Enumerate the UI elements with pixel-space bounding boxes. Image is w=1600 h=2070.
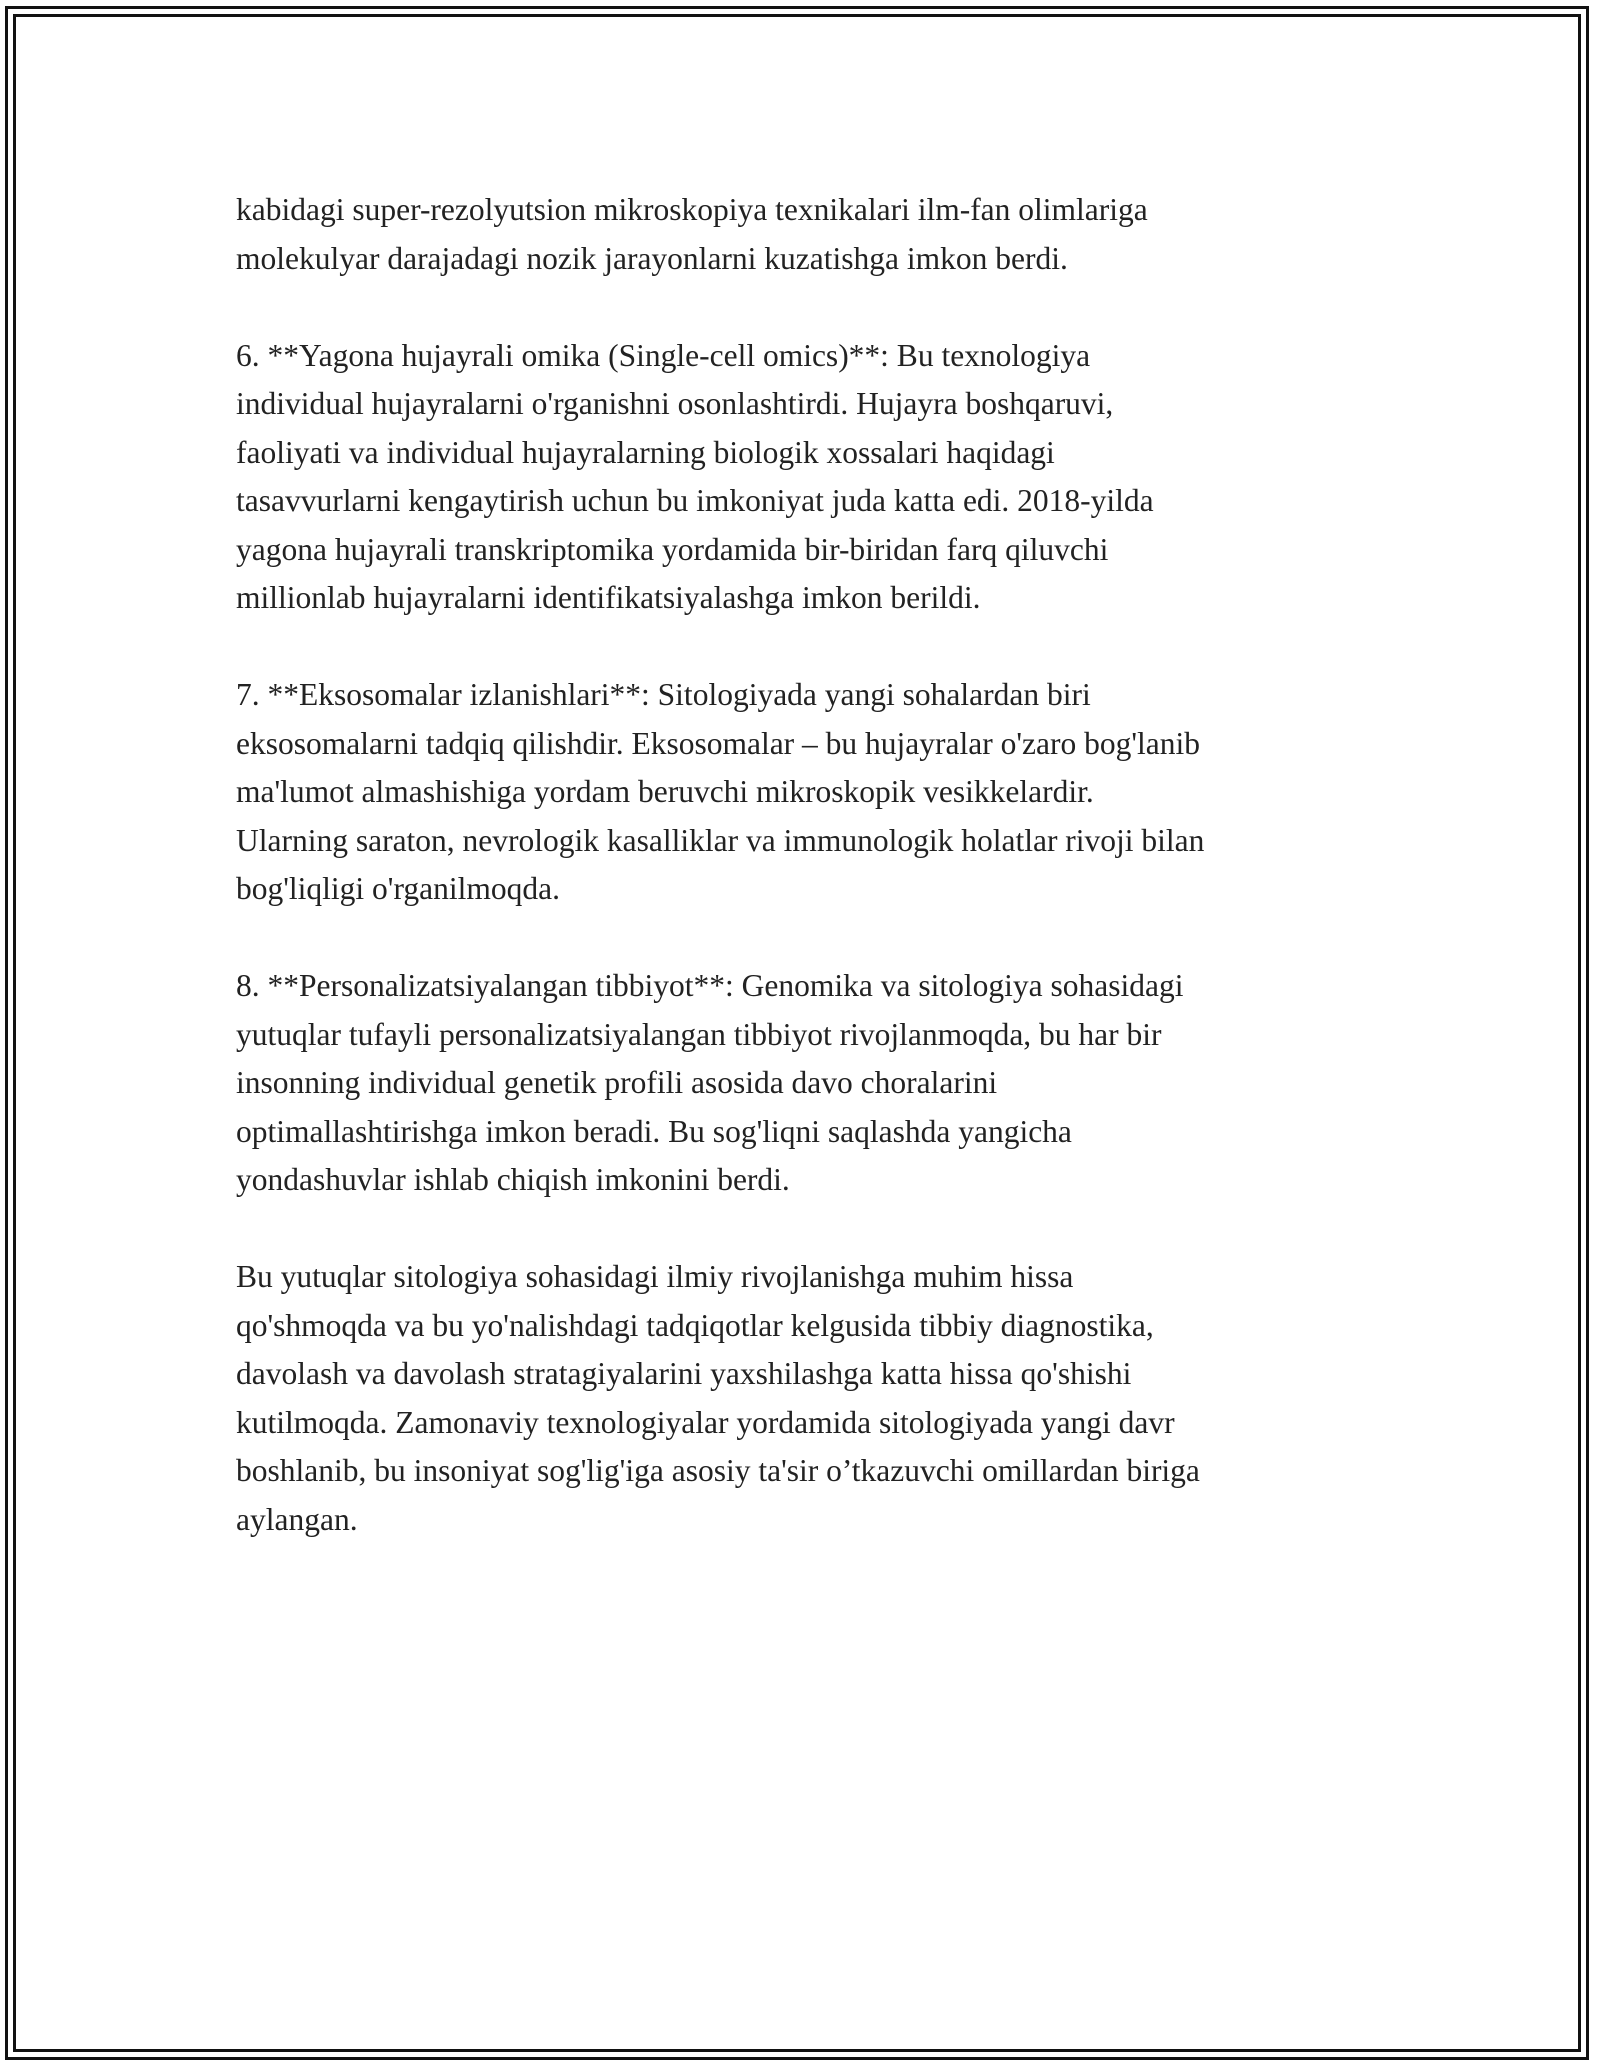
text-line: 7. **Eksosomalar izlanishlari**: Sitologiyada yangi sohalardan biri bbox=[236, 677, 1091, 712]
paragraph-personalized-medicine bbox=[236, 962, 1386, 1205]
text-line: yagona hujayrali transkriptomika yordamida bir-biridan farq qiluvchi bbox=[236, 531, 1109, 567]
paragraph-conclusion bbox=[236, 1253, 1386, 1544]
text-line: individual hujayralarni o'rganishni osonlashtirdi. Hujayra boshqaruvi, bbox=[236, 386, 1114, 421]
text-line: Ularning saraton, nevrologik kasalliklar va immunologik holatlar rivoji bilan bbox=[236, 822, 1205, 858]
text-line: ma'lumot almashishiga yordam beruvchi mikroskopik vesikkelardir. bbox=[236, 774, 1094, 809]
text-line: optimallashtirishga imkon beradi. Bu sog'liqni saqlashda yangicha bbox=[236, 1113, 1072, 1149]
text-line: Bu yutuqlar sitologiya sohasidagi ilmiy rivojlanishga muhim hissa bbox=[236, 1259, 1074, 1294]
text-line: 8. **Personalizatsiyalangan tibbiyot**: Genomika va sitologiya sohasidagi bbox=[236, 968, 1184, 1003]
text-line: yondashuvlar ishlab chiqish imkonini berdi. bbox=[236, 1162, 790, 1197]
text-line: faoliyati va individual hujayralarning biologik xossalari haqidagi bbox=[236, 434, 1055, 470]
text-line: millionlab hujayralarni identifikatsiyalashga imkon berildi. bbox=[236, 580, 981, 615]
paragraph-single-cell-omics bbox=[236, 332, 1386, 623]
text-line: tasavvurlarni kengaytirish uchun bu imkoniyat juda katta edi. 2018-yilda bbox=[236, 483, 1154, 518]
text-line: molekulyar darajadagi nozik jarayonlarni kuzatishga imkon berdi. bbox=[236, 240, 1068, 276]
text-line: bog'liqligi o'rganilmoqda. bbox=[236, 871, 560, 906]
text-line: qo'shmoqda va bu yo'nalishdagi tadqiqotlar kelgusida tibbiy diagnostika, bbox=[236, 1307, 1154, 1343]
text-line: 6. **Yagona hujayrali omika (Single-cell omics)**: Bu texnologiya bbox=[236, 337, 1091, 373]
text-line: boshlanib, bu insoniyat sog'lig'iga asosiy ta'sir o’tkazuvchi omillardan biriga bbox=[236, 1453, 1200, 1488]
text-line: kutilmoqda. Zamonaviy texnologiyalar yordamida sitologiyada yangi davr bbox=[236, 1404, 1175, 1440]
text-line: davolash va davolash stratagiyalarini yaxshilashga katta hissa qo'shishi bbox=[236, 1356, 1132, 1391]
paragraph-intro-continuation bbox=[236, 186, 1386, 283]
document-body bbox=[236, 186, 1386, 1593]
text-line: aylangan. bbox=[236, 1501, 358, 1537]
paragraph-exosome-research bbox=[236, 671, 1386, 914]
text-line: yutuqlar tufayli personalizatsiyalangan tibbiyot rivojlanmoqda, bu har bir bbox=[236, 1016, 1162, 1052]
text-line: insonning individual genetik profili asosida davo choralarini bbox=[236, 1065, 998, 1100]
text-line: kabidagi super-rezolyutsion mikroskopiya texnikalari ilm-fan olimlariga bbox=[236, 192, 1148, 227]
text-line: eksosomalarni tadqiq qilishdir. Eksosomalar – bu hujayralar o'zaro bog'lanib bbox=[236, 725, 1201, 761]
